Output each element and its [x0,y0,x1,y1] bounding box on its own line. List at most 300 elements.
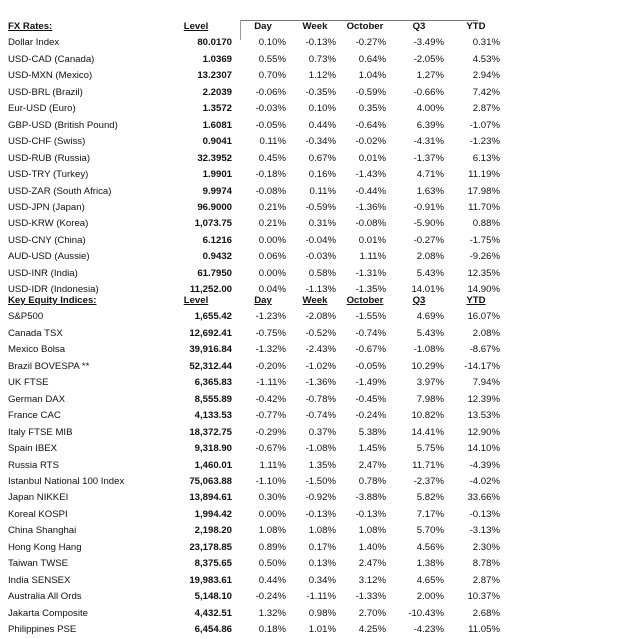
equity-cell-october: 5.38% [358,426,386,438]
equity-cell-ytd: 16.07% [467,311,500,323]
fx-cell-level: 0.9041 [202,136,232,148]
equity-cell-q3: 1.38% [416,558,444,570]
equity-cell-week: -1.11% [306,591,336,603]
fx-cell-week: 0.73% [308,53,336,65]
fx-cell-october: -0.08% [355,218,386,230]
fx-cell-level: 1.6081 [202,119,232,131]
fx-cell-day: 0.21% [258,218,286,230]
fx-cell-week: 0.58% [308,267,336,279]
equity-cell-q3: 10.29% [411,360,444,372]
equity-cell-week: 0.17% [308,541,336,553]
fx-cell-name: USD-CHF (Swiss) [8,136,86,148]
equity-cell-day: -1.11% [256,377,286,389]
equity-cell-day: -0.67% [255,443,286,455]
equity-cell-october: -3.88% [355,492,386,504]
fx-cell-level: 61.7950 [197,267,232,279]
fx-cell-ytd: 4.53% [472,53,500,65]
fx-cell-ytd: 14.90% [467,284,500,296]
fx-cell-week: 0.67% [308,152,336,164]
equity-cell-name: France CAC [8,410,61,422]
equity-cell-name: Japan NIKKEI [8,492,69,504]
equity-cell-ytd: 2.30% [472,541,500,553]
equity-cell-q3: 14.41% [411,426,444,438]
fx-cell-name: USD-RUB (Russia) [8,152,91,164]
fx-cell-level: 80.0170 [197,37,232,49]
equity-row [8,573,504,589]
equity-cell-day: 0.00% [258,508,286,520]
fx-cell-level: 1.3572 [202,103,232,115]
fx-cell-october: 0.35% [358,103,386,115]
equity-cell-ytd: -14.17% [464,360,500,372]
equity-cell-day: 1.11% [259,459,286,471]
fx-cell-october: -0.59% [355,86,386,98]
fx-row [8,68,504,84]
equity-cell-level: 4,432.51 [194,607,232,619]
equity-cell-october: -0.45% [355,393,386,405]
fx-cell-q3: -0.66% [413,86,444,98]
equity-cell-day: -1.32% [255,344,286,356]
fx-header-q3: Q3 [412,21,426,32]
fx-cell-week: 0.44% [308,119,336,131]
fx-cell-name: AUD-USD (Aussie) [8,251,90,263]
equity-header-level: Level [183,295,209,306]
equity-row [8,425,504,441]
equity-cell-october: 4.25% [358,624,386,636]
fx-section-title: FX Rates: [8,21,53,32]
equity-cell-level: 6,365.83 [194,377,232,389]
equity-cell-october: -0.05% [355,360,386,372]
fx-cell-name: USD-IDR (Indonesia) [8,284,99,296]
equity-cell-level: 6,454.86 [194,624,232,636]
equity-row [8,309,504,325]
fx-cell-week: -0.59% [305,201,336,213]
equity-cell-day: 0.44% [258,574,286,586]
equity-row [8,458,504,474]
equity-row [8,589,504,605]
fx-cell-october: 1.04% [358,70,386,82]
equity-cell-day: 0.50% [258,558,286,570]
equity-cell-ytd: 8.78% [472,558,500,570]
equity-cell-name: China Shanghai [8,525,77,537]
equity-cell-name: Taiwan TWSE [8,558,69,570]
equity-cell-day: 1.08% [258,525,286,537]
equity-cell-q3: 4.69% [416,311,444,323]
fx-cell-ytd: 0.88% [472,218,500,230]
fx-cell-name: USD-BRL (Brazil) [8,86,83,98]
fx-cell-level: 1.0369 [202,53,232,65]
fx-cell-name: USD-CAD (Canada) [8,53,95,65]
fx-cell-week: 0.11% [309,185,336,197]
fx-header-row [8,19,504,35]
equity-cell-name: Jakarta Composite [8,607,88,619]
fx-cell-name: USD-JPN (Japan) [8,201,85,213]
fx-cell-october: 0.01% [358,152,386,164]
equity-cell-week: -2.08% [305,311,336,323]
fx-cell-week: -0.03% [305,251,336,263]
fx-cell-level: 6.1216 [202,234,232,246]
equity-cell-name: Istanbul National 100 Index [8,475,125,487]
equity-cell-day: -0.20% [255,360,286,372]
equity-cell-ytd: -4.02% [469,475,500,487]
equity-cell-name: Spain IBEX [8,443,58,455]
fx-cell-ytd: 0.31% [472,37,500,49]
fx-cell-level: 2.2039 [202,86,232,98]
equity-cell-week: -0.13% [305,508,336,520]
fx-cell-week: -0.34% [305,136,336,148]
fx-table-body [8,35,504,298]
fx-cell-october: -1.31% [355,267,386,279]
equity-cell-q3: -1.08% [413,344,444,356]
equity-cell-level: 19,983.61 [189,574,232,586]
fx-cell-q3: 4.71% [416,169,444,181]
fx-cell-october: -1.36% [355,201,386,213]
fx-cell-ytd: 11.19% [468,169,500,181]
equity-cell-q3: 4.56% [416,541,444,553]
equity-cell-october: -0.24% [355,410,386,422]
equity-cell-week: -0.92% [305,492,336,504]
equity-cell-ytd: -4.39% [469,459,500,471]
equity-cell-day: 0.18% [258,624,286,636]
fx-cell-day: 0.00% [258,267,286,279]
fx-cell-week: 1.12% [308,70,336,82]
equity-cell-october: -0.67% [355,344,386,356]
equity-cell-day: 1.32% [258,607,286,619]
fx-cell-ytd: 17.98% [467,185,500,197]
fx-header-october: October [346,21,384,32]
equity-cell-october: -0.74% [355,327,386,339]
fx-cell-q3: -0.91% [413,201,444,213]
fx-cell-day: 0.55% [258,53,286,65]
equity-cell-q3: 4.65% [416,574,444,586]
equity-cell-level: 1,994.42 [194,508,232,520]
equity-cell-ytd: -8.67% [469,344,500,356]
equity-indices-table [8,293,504,639]
equity-header-october: October [346,295,384,306]
fx-row [8,134,504,150]
equity-cell-october: 1.08% [358,525,386,537]
equity-cell-ytd: 7.94% [472,377,500,389]
equity-cell-october: -0.13% [355,508,386,520]
equity-row [8,326,504,342]
equity-cell-q3: 2.00% [416,591,444,603]
equity-cell-week: -1.50% [305,475,336,487]
fx-cell-october: -0.64% [355,119,386,131]
equity-cell-ytd: 12.90% [467,426,500,438]
equity-cell-name: Brazil BOVESPA ** [8,360,90,372]
equity-cell-level: 8,555.89 [194,393,232,405]
equity-cell-level: 5,148.10 [194,591,232,603]
fx-cell-week: 0.16% [308,169,336,181]
fx-cell-q3: 2.08% [416,251,444,263]
equity-cell-q3: 3.97% [416,377,444,389]
fx-cell-level: 1.9901 [202,169,232,181]
equity-row [8,540,504,556]
fx-header-level: Level [183,21,209,32]
equity-cell-ytd: 11.05% [468,624,500,636]
fx-header-day: Day [254,21,272,32]
equity-row [8,490,504,506]
fx-cell-ytd: 6.13% [472,152,500,164]
fx-cell-week: 0.31% [308,218,336,230]
fx-cell-q3: 14.01% [411,284,444,296]
equity-cell-q3: 5.43% [416,327,444,339]
fx-cell-q3: 4.00% [416,103,444,115]
equity-cell-ytd: -0.13% [469,508,500,520]
fx-cell-october: -0.02% [355,136,386,148]
fx-row [8,249,504,265]
equity-header-day: Day [254,295,272,306]
equity-cell-q3: 10.82% [411,410,444,422]
fx-cell-ytd: 11.70% [468,201,500,213]
equity-cell-level: 39,916.84 [189,344,232,356]
equity-cell-name: UK FTSE [8,377,49,389]
equity-row [8,523,504,539]
fx-cell-october: 0.64% [358,53,386,65]
equity-cell-week: 0.13% [308,558,336,570]
fx-cell-level: 0.9432 [202,251,232,263]
equity-cell-name: Russia RTS [8,459,60,471]
fx-cell-ytd: 2.94% [472,70,500,82]
fx-cell-day: 0.06% [258,251,286,263]
fx-cell-day: -0.03% [255,103,286,115]
fx-cell-q3: -5.90% [413,218,444,230]
fx-cell-day: -0.06% [255,86,286,98]
fx-cell-level: 1,073.75 [194,218,232,230]
equity-row [8,359,504,375]
fx-row [8,118,504,134]
fx-rates-table [8,19,504,299]
equity-cell-day: -1.23% [255,311,286,323]
equity-cell-level: 13,894.61 [189,492,232,504]
equity-cell-name: S&P500 [8,311,44,323]
fx-cell-day: 0.10% [258,37,286,49]
equity-table-body [8,309,504,638]
fx-cell-day: -0.18% [255,169,286,181]
equity-cell-october: -1.33% [355,591,386,603]
fx-cell-level: 11,252.00 [189,284,232,296]
equity-cell-october: -1.49% [355,377,386,389]
fx-cell-q3: 5.43% [416,267,444,279]
equity-cell-october: 2.70% [358,607,386,619]
fx-row [8,52,504,68]
fx-cell-day: 0.00% [258,234,286,246]
fx-row [8,167,504,183]
equity-cell-day: -0.42% [255,393,286,405]
fx-cell-name: Dollar Index [8,37,60,49]
equity-cell-name: Koreal KOSPI [8,508,68,520]
fx-row [8,266,504,282]
fx-cell-q3: -4.31% [413,136,444,148]
equity-cell-week: 0.34% [308,574,336,586]
fx-cell-day: -0.05% [255,119,286,131]
equity-cell-name: Mexico Bolsa [8,344,66,356]
fx-header-rule [240,20,478,21]
fx-header-ytd: YTD [466,21,486,32]
fx-cell-october: 0.01% [358,234,386,246]
fx-row [8,85,504,101]
equity-cell-name: India SENSEX [8,574,71,586]
fx-row [8,35,504,51]
fx-cell-day: 0.11% [259,136,286,148]
equity-cell-week: -1.36% [305,377,336,389]
equity-cell-week: 1.35% [308,459,336,471]
fx-cell-ytd: 2.87% [472,103,500,115]
equity-row [8,474,504,490]
equity-cell-week: 0.37% [308,426,336,438]
equity-cell-q3: 11.71% [412,459,444,471]
equity-cell-ytd: 2.08% [472,327,500,339]
equity-cell-week: -2.43% [305,344,336,356]
equity-row [8,441,504,457]
fx-cell-q3: -3.49% [413,37,444,49]
fx-cell-day: -0.08% [255,185,286,197]
equity-cell-level: 8,375.65 [194,558,232,570]
equity-cell-week: -1.08% [305,443,336,455]
fx-cell-name: USD-MXN (Mexico) [8,70,93,82]
fx-cell-october: -1.35% [355,284,386,296]
fx-cell-week: -0.35% [305,86,336,98]
equity-cell-october: 1.45% [358,443,386,455]
fx-cell-q3: -1.37% [413,152,444,164]
fx-cell-level: 96.9000 [197,201,232,213]
equity-cell-week: 1.08% [308,525,336,537]
fx-cell-ytd: 7.42% [472,86,500,98]
equity-cell-day: -1.10% [255,475,286,487]
equity-cell-ytd: 10.37% [467,591,500,603]
equity-cell-ytd: 2.87% [472,574,500,586]
fx-cell-october: -0.44% [355,185,386,197]
equity-cell-week: 1.01% [308,624,336,636]
fx-row [8,216,504,232]
equity-row [8,408,504,424]
fx-cell-q3: 6.39% [416,119,444,131]
equity-cell-ytd: 33.66% [467,492,500,504]
equity-cell-day: -0.75% [255,327,286,339]
equity-cell-level: 23,178.85 [189,541,232,553]
equity-cell-q3: 7.98% [416,393,444,405]
fx-cell-ytd: -9.26% [469,251,500,263]
equity-cell-ytd: 13.53% [467,410,500,422]
equity-cell-day: 0.30% [258,492,286,504]
equity-row [8,622,504,638]
fx-cell-day: 0.70% [258,70,286,82]
equity-row [8,375,504,391]
equity-header-week: Week [302,295,328,306]
equity-cell-name: Canada TSX [8,327,63,339]
equity-cell-ytd: -3.13% [469,525,500,537]
fx-cell-q3: 1.63% [416,185,444,197]
equity-cell-day: -0.24% [255,591,286,603]
fx-cell-week: -0.04% [305,234,336,246]
equity-cell-october: 0.78% [358,475,386,487]
equity-cell-week: -0.78% [305,393,336,405]
equity-cell-level: 1,655.42 [194,311,232,323]
fx-cell-name: USD-TRY (Turkey) [8,169,89,181]
fx-row [8,101,504,117]
fx-cell-name: USD-KRW (Korea) [8,218,89,230]
fx-cell-week: -0.13% [305,37,336,49]
fx-cell-october: -0.27% [355,37,386,49]
equity-cell-q3: 5.82% [416,492,444,504]
equity-row [8,556,504,572]
equity-cell-level: 9,318.90 [194,443,232,455]
fx-cell-name: USD-ZAR (South Africa) [8,185,112,197]
equity-cell-q3: -2.37% [413,475,444,487]
fx-row [8,151,504,167]
equity-header-q3: Q3 [412,295,426,306]
equity-cell-level: 18,372.75 [189,426,232,438]
fx-cell-ytd: -1.23% [469,136,500,148]
equity-cell-ytd: 2.68% [472,607,500,619]
equity-cell-name: Australia All Ords [8,591,82,603]
equity-cell-level: 75,063.88 [189,475,232,487]
fx-cell-q3: -2.05% [413,53,444,65]
equity-cell-level: 52,312.44 [189,360,232,372]
fx-cell-name: GBP-USD (British Pound) [8,119,118,131]
equity-header-ytd: YTD [466,295,486,306]
fx-cell-ytd: 12.35% [467,267,500,279]
equity-cell-week: -1.02% [305,360,336,372]
equity-cell-q3: 7.17% [416,508,444,520]
equity-cell-q3: 5.75% [416,443,444,455]
fx-cell-level: 9.9974 [202,185,232,197]
fx-cell-week: -1.13% [305,284,336,296]
equity-cell-october: 3.12% [358,574,386,586]
equity-header-row [8,293,504,309]
equity-cell-name: Philippines PSE [8,624,77,636]
equity-cell-week: -0.52% [305,327,336,339]
fx-row [8,200,504,216]
equity-cell-day: -0.77% [255,410,286,422]
fx-cell-name: USD-CNY (China) [8,234,86,246]
fx-cell-name: USD-INR (India) [8,267,78,279]
equity-cell-name: Hong Kong Hang [8,541,82,553]
fx-header-week: Week [302,21,328,32]
fx-cell-day: 0.21% [258,201,286,213]
equity-row [8,392,504,408]
fx-cell-october: 1.11% [359,251,386,263]
fx-row [8,233,504,249]
equity-section-title: Key Equity Indices: [8,295,97,306]
equity-row [8,606,504,622]
fx-cell-day: 0.04% [258,284,286,296]
equity-cell-name: German DAX [8,393,66,405]
fx-cell-name: Eur-USD (Euro) [8,103,76,115]
equity-cell-october: 2.47% [358,558,386,570]
fx-cell-october: -1.43% [355,169,386,181]
fx-cell-ytd: -1.75% [469,234,500,246]
fx-cell-q3: 1.27% [416,70,444,82]
equity-cell-october: -1.55% [355,311,386,323]
fx-column-divider [240,20,241,40]
fx-cell-level: 13.2307 [197,70,232,82]
equity-cell-level: 2,198.20 [194,525,232,537]
equity-cell-level: 4,133.53 [194,410,232,422]
equity-cell-q3: -10.43% [408,607,444,619]
equity-cell-day: 0.89% [258,541,286,553]
equity-cell-week: -0.74% [305,410,336,422]
equity-cell-q3: 5.70% [416,525,444,537]
equity-cell-october: 1.40% [358,541,386,553]
equity-cell-week: 0.98% [308,607,336,619]
fx-cell-ytd: -1.07% [469,119,500,131]
fx-cell-q3: -0.27% [413,234,444,246]
equity-cell-ytd: 14.10% [467,443,500,455]
fx-cell-day: 0.45% [258,152,286,164]
equity-cell-level: 1,460.01 [194,459,232,471]
equity-row [8,342,504,358]
fx-cell-level: 32.3952 [197,152,232,164]
